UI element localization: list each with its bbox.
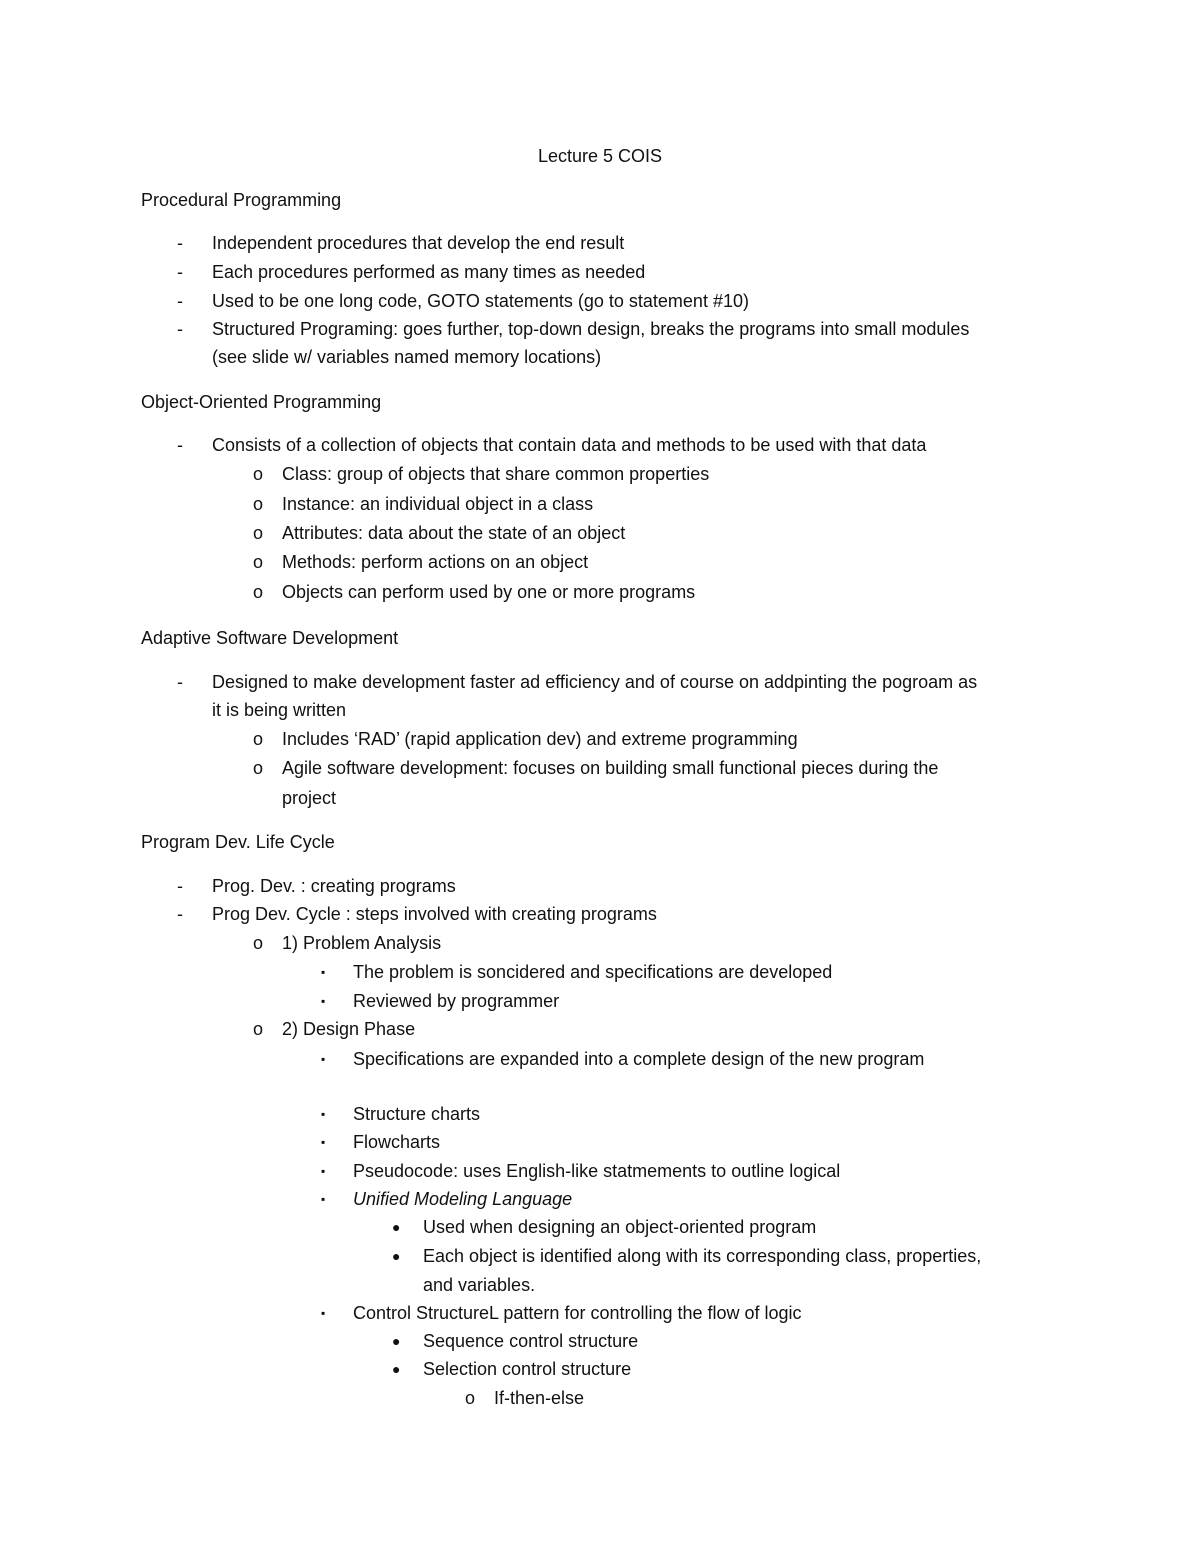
square-bullet-icon: ▪ bbox=[321, 1052, 326, 1066]
list-item-continuation: project bbox=[282, 788, 337, 808]
dash-bullet-icon: - bbox=[177, 904, 183, 924]
dash-bullet-icon: - bbox=[177, 262, 183, 282]
list-item: - Independent procedures that develop the end result bbox=[212, 229, 624, 258]
section-heading-adaptive: Adaptive Software Development bbox=[141, 628, 399, 648]
circle-bullet-icon: o bbox=[253, 1019, 264, 1039]
list-item: ▪ The problem is soncidered and specifications are developed bbox=[353, 958, 832, 987]
list-item: o Objects can perform used by one or more programs bbox=[282, 578, 695, 607]
dash-bullet-icon: - bbox=[177, 233, 183, 253]
list-item: ● Selection control structure bbox=[423, 1355, 631, 1384]
list-item: - Structured Programing: goes further, top-down design, breaks the programs into small modules bbox=[212, 315, 969, 344]
circle-bullet-icon: o bbox=[253, 729, 264, 749]
list-item: o Instance: an individual object in a class bbox=[282, 490, 593, 519]
list-item: - Consists of a collection of objects that contain data and methods to be used with that data bbox=[212, 431, 926, 460]
list-item: - Prog. Dev. : creating programs bbox=[212, 872, 456, 901]
list-item: - Each procedures performed as many times as needed bbox=[212, 258, 645, 287]
list-item: ● Sequence control structure bbox=[423, 1327, 638, 1356]
list-item: o Methods: perform actions on an object bbox=[282, 548, 588, 577]
square-bullet-icon: ▪ bbox=[321, 1107, 326, 1121]
dot-bullet-icon: ● bbox=[392, 1361, 401, 1377]
list-item: - Designed to make development faster ad efficiency and of course on addpinting the pogroam as bbox=[212, 668, 977, 697]
list-item: ▪ Flowcharts bbox=[353, 1128, 440, 1157]
dot-bullet-icon: ● bbox=[392, 1248, 401, 1264]
list-item: o Agile software development: focuses on building small functional pieces during the bbox=[282, 754, 938, 783]
dash-bullet-icon: - bbox=[177, 672, 183, 692]
list-item: ▪ Unified Modeling Language bbox=[353, 1185, 572, 1214]
list-item: ▪ Pseudocode: uses English-like statmements to outline logical bbox=[353, 1157, 840, 1186]
circle-bullet-icon: o bbox=[253, 552, 264, 572]
list-item: ▪ Structure charts bbox=[353, 1100, 480, 1129]
circle-bullet-icon: o bbox=[253, 582, 264, 602]
list-item: ● Used when designing an object-oriented program bbox=[423, 1213, 816, 1242]
list-item: - Prog Dev. Cycle : steps involved with creating programs bbox=[212, 900, 657, 929]
list-item: o 1) Problem Analysis bbox=[282, 929, 441, 958]
list-item-continuation: and variables. bbox=[423, 1275, 536, 1295]
list-item: o Class: group of objects that share common properties bbox=[282, 460, 709, 489]
square-bullet-icon: ▪ bbox=[321, 1306, 326, 1320]
list-item: - Used to be one long code, GOTO statements (go to statement #10) bbox=[212, 287, 749, 316]
list-item-continuation: it is being written bbox=[212, 700, 347, 720]
list-item: o 2) Design Phase bbox=[282, 1015, 415, 1044]
circle-bullet-icon: o bbox=[253, 933, 264, 953]
square-bullet-icon: ▪ bbox=[321, 1164, 326, 1178]
dash-bullet-icon: - bbox=[177, 435, 183, 455]
section-heading-life-cycle: Program Dev. Life Cycle bbox=[141, 832, 335, 852]
circle-bullet-icon: o bbox=[253, 523, 264, 543]
list-item-continuation: (see slide w/ variables named memory locations) bbox=[212, 347, 602, 367]
dot-bullet-icon: ● bbox=[392, 1333, 401, 1349]
circle-bullet-icon: o bbox=[253, 494, 264, 514]
list-item: o If-then-else bbox=[494, 1384, 584, 1413]
square-bullet-icon: ▪ bbox=[321, 965, 326, 979]
square-bullet-icon: ▪ bbox=[321, 1135, 326, 1149]
dot-bullet-icon: ● bbox=[392, 1219, 401, 1235]
section-heading-procedural: Procedural Programming bbox=[141, 190, 342, 210]
section-heading-oop: Object-Oriented Programming bbox=[141, 392, 382, 412]
list-item: o Includes ‘RAD’ (rapid application dev) and extreme programming bbox=[282, 725, 798, 754]
circle-bullet-icon: o bbox=[253, 464, 264, 484]
list-item: o Attributes: data about the state of an object bbox=[282, 519, 625, 548]
dash-bullet-icon: - bbox=[177, 291, 183, 311]
list-item: ● Each object is identified along with its corresponding class, properties, bbox=[423, 1242, 981, 1271]
list-item: ▪ Reviewed by programmer bbox=[353, 987, 559, 1016]
dash-bullet-icon: - bbox=[177, 876, 183, 896]
circle-bullet-icon: o bbox=[253, 758, 264, 778]
list-item: ▪ Specifications are expanded into a complete design of the new program bbox=[353, 1045, 924, 1074]
square-bullet-icon: ▪ bbox=[321, 1192, 326, 1206]
dash-bullet-icon: - bbox=[177, 319, 183, 339]
circle-bullet-icon: o bbox=[465, 1388, 476, 1408]
square-bullet-icon: ▪ bbox=[321, 994, 326, 1008]
document-title: Lecture 5 COIS bbox=[537, 146, 663, 166]
list-item: ▪ Control StructureL pattern for controlling the flow of logic bbox=[353, 1299, 802, 1328]
